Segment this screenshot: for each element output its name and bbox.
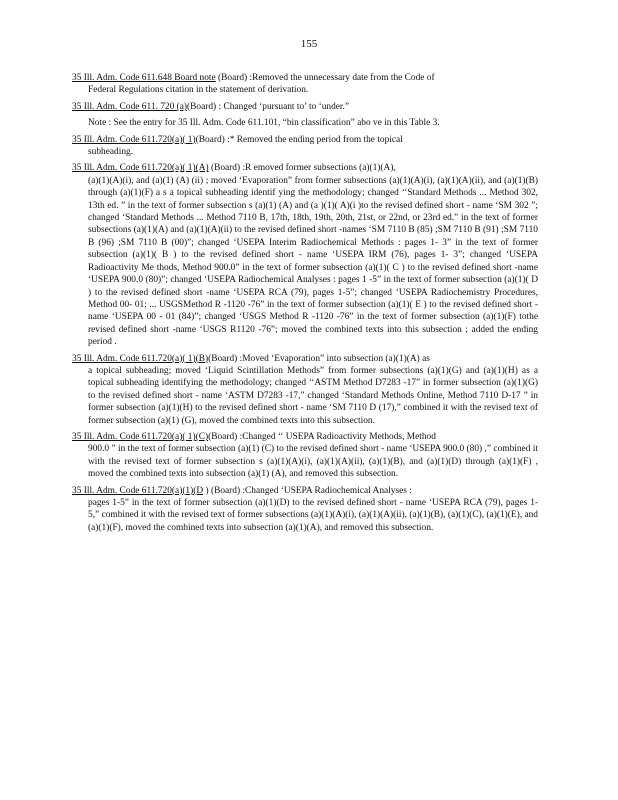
entry-body: Federal Regulations citation in the statement of derivation. bbox=[88, 85, 309, 96]
entry-body: pages 1-5” in the text of former subsection (a)(1)(D) to the revised defined short - name ‘USEPA RCA (79), pages 1- 5,” combined it with the revised text of former subsections (a)(1)(A)(i), (a)(1)(A)(ii), (a)(1)(B), (a)(1)(C), (a)(1)(E), and (a)(1)(F), moved the combined texts into subsection (a)(1)(A), and removed this subsection. bbox=[88, 498, 538, 533]
entry-citation: 35 Ill. Adm. Code 611.720(a)( 1)(C) bbox=[72, 431, 209, 442]
entry-body: a topical subheading; moved ‘Liquid Scintillation Methods” from former subsections (a)(1)(G) and (a)(1)(H) as a topical subheading identifying the methodology; changed ‘‘ASTM Method D7283 -17” in former subsection (a)(1)(G) to the revised defined short - name ‘ASTM D7283 -17,” changed ‘Standard Methods Online, Method 7110 D-17 ” in former subsection (a)(1)(H) to the revised defined short - name ‘SM 7110 D (17),” combined it with the revised text of former subsection (a)(1) (G), moved the combined texts into this subsection. bbox=[88, 365, 538, 426]
page-number: 155 bbox=[300, 38, 318, 50]
entry-first-line: ) (Board) :Changed ‘USEPA Radiochemical Analyses : bbox=[203, 485, 412, 496]
entry-first-line: (Board) :* Removed the ending period from the topical bbox=[195, 134, 403, 145]
entry-611-720-a-1-B bbox=[72, 353, 538, 427]
entry-611-648-board-note bbox=[72, 72, 538, 97]
entry-first-line: (Board) :Changed ‘‘ USEPA Radioactivity Methods, Method bbox=[208, 431, 436, 442]
entry-611-720-a-1-A bbox=[72, 162, 538, 348]
entry-first-line: (Board) : Changed ‘pursuant to’ to ‘under.” bbox=[187, 101, 350, 112]
entry-body: 900.0 ” in the text of former subsection (a)(1) (C) to the revised defined short - name ‘USEPA 900.0 (80) ,” combined it with the revised text of former subsection s (a)(1)(A)(i), (a)(1)(A)(ii), (a)(1)(B), and (a)(1)(D) through (a)(1)(F) , moved the combined texts into subsection (a)(1) (A), and removed this subsection. bbox=[88, 444, 538, 480]
entries-list bbox=[72, 72, 538, 538]
note-bin-classification: Note : See the entry for 35 Ill. Adm. Code 611.101, “bin classification” abo ve in this Table 3. bbox=[88, 118, 440, 129]
entry-citation: 35 Ill. Adm. Code 611.720(a)(1)(D bbox=[72, 485, 204, 496]
entry-body: subheading. bbox=[88, 147, 134, 158]
entry-body: (a)(1)(A)(i), and (a)(1) (A) (ii) ; moved ‘Evaporation” from former subsections (a)(1)(A)(i), (a)(1)(A)(ii), and (a)(1)(B) through (a)(1)(F) a s a topical subheading identif ying the methodology; changed ‘‘Standard Methods ... Method 302, 13th ed. ” in the text of former subsection s (a)(1) (A) and (a )(1)( A)(i )to the revised defined short - name ‘SM 302 ”; changed ‘Standard Methods ... Method 7110 B, 17th, 18th, 19th, 20th, 21st, or 22nd, or 23rd ed.” in the text of former subsections (a)(1)(A) and (a)(1)(A)(ii) to the revised defined short -names ‘SM 7110 B (85) ;SM 7110 B (91) ;SM 7110 B (96) ;SM 7110 B (00)”; changed ‘USEPA Interim Radiochemical Methods : pages 1- 3” in the text of former subsection (a)(1)( B ) to the revised defined short - name ‘USEPA IRM (76), pages 1- 3”; changed ‘USEPA Radioactivity Me thods, Method 900.0” in the text of former subsection (a)(1)( C ) to the revised defined short -name ‘USEPA 900.0 (80)”; changed ‘USEPA Radiochemical Analyses : pages 1 -5” in the text of former subsection (a)(1)( D ) to the revised defined short -name ‘USEPA RCA (79), pages 1-5”; changed ‘USEPA Radiochemistry Procedures, Method 00- 01; ... USGSMethod R -1120 -76” in the text of former subsection (a)(1)( E ) to the revised defined short - name ‘USEPA 00 - 01 (84)”; changed ‘USGS Method R -1120 -76” in the text of former subsection (a)(1)(F) tothe revised defined short -name ‘USGS R1120 -76”; moved the combined texts into this subsection ; added the ending period . bbox=[88, 175, 538, 348]
entry-citation: 35 Ill. Adm. Code 611.720(a)( 1)(A) bbox=[72, 163, 209, 174]
entry-first-line: (Board) :Moved ‘Evaporation” into subsection (a)(1)(A) as bbox=[208, 353, 430, 364]
entry-first-line: (Board) :R emoved former subsections (a)(1)(A), bbox=[208, 163, 396, 174]
entry-611-720-a bbox=[72, 101, 538, 113]
entry-citation: 35 Ill. Adm. Code 611.720(a)( 1) bbox=[72, 134, 196, 145]
entry-first-line: (Board) :Removed the unnecessary date from the Code of bbox=[215, 73, 435, 83]
entry-611-720-a-1-C bbox=[72, 431, 538, 481]
entry-611-720-a-1-D bbox=[72, 485, 538, 535]
entry-citation: 35 Ill. Adm. Code 611.720(a)( 1)(B) bbox=[72, 353, 209, 364]
entry-citation: 35 Ill. Adm. Code 611.648 Board note bbox=[72, 73, 216, 83]
entry-611-720-a-1 bbox=[72, 134, 538, 159]
entry-citation: 35 Ill. Adm. Code 611. 720 (a) bbox=[72, 101, 188, 112]
